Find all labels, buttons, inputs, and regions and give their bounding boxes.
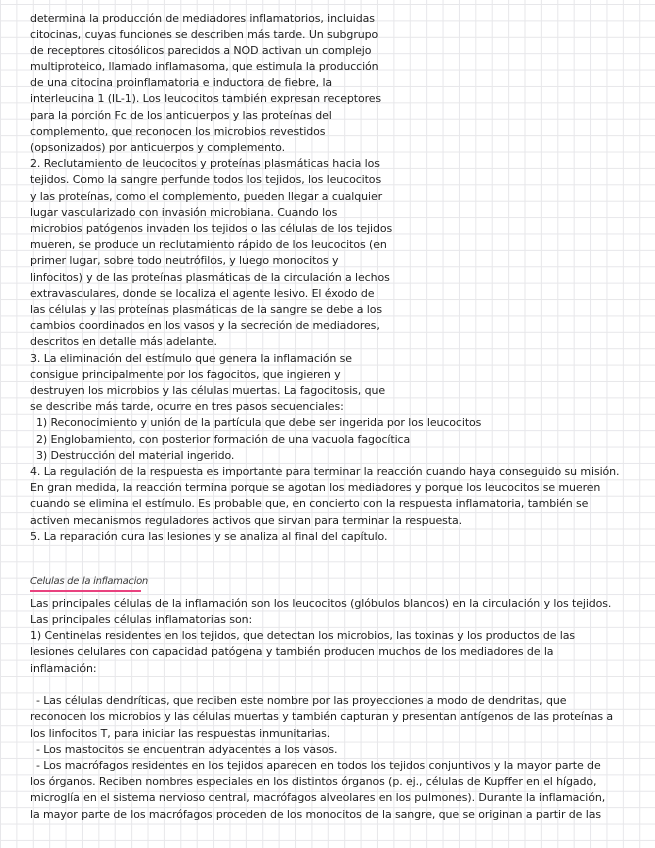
text-line: consigue principalmente por los fagocitos, que ingieren y <box>30 368 341 381</box>
text-line: cambios coordinados en los vasos y la secreción de mediadores, <box>30 319 380 332</box>
text-line: 1) Reconocimiento y unión de la partícula que debe ser ingerida por los leucocitos <box>36 416 482 429</box>
text-line: interleucina 1 (IL-1). Los leucocitos también expresan receptores <box>30 92 382 105</box>
text-line: 3. La eliminación del estímulo que genera la inflamación se <box>30 352 352 365</box>
text-line: mueren, se produce un reclutamiento rápido de los leucocitos (en <box>30 238 387 251</box>
text-line: 2) Englobamiento, con posterior formación de una vacuola fagocítica <box>36 433 411 446</box>
text-line: citocinas, cuyas funciones se describen más tarde. Un subgrupo <box>30 28 379 41</box>
text-line: activen mecanismos reguladores activos que sirvan para terminar la respuesta. <box>30 514 463 527</box>
text-line: los linfocitos T, para iniciar las respuestas inmunitarias. <box>30 727 331 740</box>
text-line: extravasculares, donde se localiza el agente lesivo. El éxodo de <box>30 287 375 300</box>
text-line: multiproteico, llamado inflamasoma, que estimula la producción <box>30 60 379 73</box>
text-line: lesiones celulares con capacidad patógena y también producen muchos de los mediadores de la <box>30 645 554 658</box>
text-line: 4. La regulación de la respuesta es importante para terminar la reacción cuando haya conseguido su misión. <box>30 465 620 478</box>
text-line: - Los mastocitos se encuentran adyacentes a los vasos. <box>36 743 338 756</box>
text-line: complemento, que reconocen los microbios revestidos <box>30 125 326 138</box>
text-line: y las proteínas, como el complemento, pueden llegar a cualquier <box>30 190 383 203</box>
text-line: 3) Destrucción del material ingerido. <box>36 449 235 462</box>
heading-underline <box>30 590 141 592</box>
text-line: En gran medida, la reacción termina porque se agotan los mediadores y porque los leucocitos se mueren <box>30 481 601 494</box>
text-line: microbios patógenos invaden los tejidos o las células de los tejidos <box>30 222 393 235</box>
text-line: linfocitos) y de las proteínas plasmáticas de la circulación a lechos <box>30 271 390 284</box>
text-line: inflamación: <box>30 662 97 675</box>
text-line: (opsonizados) por anticuerpos y complemento. <box>30 141 286 154</box>
text-line: de una citocina proinflamatoria e inductora de fiebre, la <box>30 76 333 89</box>
text-line: - Las células dendríticas, que reciben este nombre por las proyecciones a modo de dendritas, que <box>36 694 567 707</box>
text-line: tejidos. Como la sangre perfunde todos los tejidos, los leucocitos <box>30 173 382 186</box>
text-line: los órganos. Reciben nombres especiales en los distintos órganos (p. ej., células de Kupffer en el hígado, <box>30 775 597 788</box>
text-line: 2. Reclutamiento de leucocitos y proteínas plasmáticas hacia los <box>30 157 380 170</box>
text-line: las células y las proteínas plasmáticas de la sangre se debe a los <box>30 303 383 316</box>
text-line: reconocen los microbios y las células muertas y también capturan y presentan antígenos de las proteínas a <box>30 710 614 723</box>
text-line: se describe más tarde, ocurre en tres pasos secuenciales: <box>30 400 344 413</box>
text-line: descritos en detalle más adelante. <box>30 335 217 348</box>
text-line: determina la producción de mediadores inflamatorios, incluidas <box>30 12 375 25</box>
text-line: Las principales células inflamatorias son: <box>30 613 253 626</box>
text-line: - Los macrófagos residentes en los tejidos aparecen en todos los tejidos conjuntivos y la mayor parte de <box>36 759 601 772</box>
text-line: microglía en el sistema nervioso central, macrófagos alveolares en los pulmones). Durante la inflamación, <box>30 791 606 804</box>
section-heading: Celulas de la inflamacion <box>30 576 148 587</box>
text-line: lugar vascularizado con invasión microbiana. Cuando los <box>30 206 338 219</box>
text-line: primer lugar, sobre todo neutrófilos, y luego monocitos y <box>30 254 339 267</box>
text-line: de receptores citosólicos parecidos a NOD activan un complejo <box>30 44 372 57</box>
text-line: 5. La reparación cura las lesiones y se analiza al final del capítulo. <box>30 530 388 543</box>
text-line: la mayor parte de los macrófagos proceden de los monocitos de la sangre, que se originan a partir de las <box>30 808 601 821</box>
text-line: para la porción Fc de los anticuerpos y las proteínas del <box>30 109 332 122</box>
text-line: destruyen los microbios y las células muertas. La fagocitosis, que <box>30 384 385 397</box>
text-line: 1) Centinelas residentes en los tejidos, que detectan los microbios, las toxinas y los productos de las <box>30 629 576 642</box>
text-line: Las principales células de la inflamación son los leucocitos (glóbulos blancos) en la circulación y los tejidos. <box>30 597 612 610</box>
text-line: cuando se elimina el estímulo. Es probable que, en concierto con la respuesta inflamatoria, también se <box>30 497 589 510</box>
